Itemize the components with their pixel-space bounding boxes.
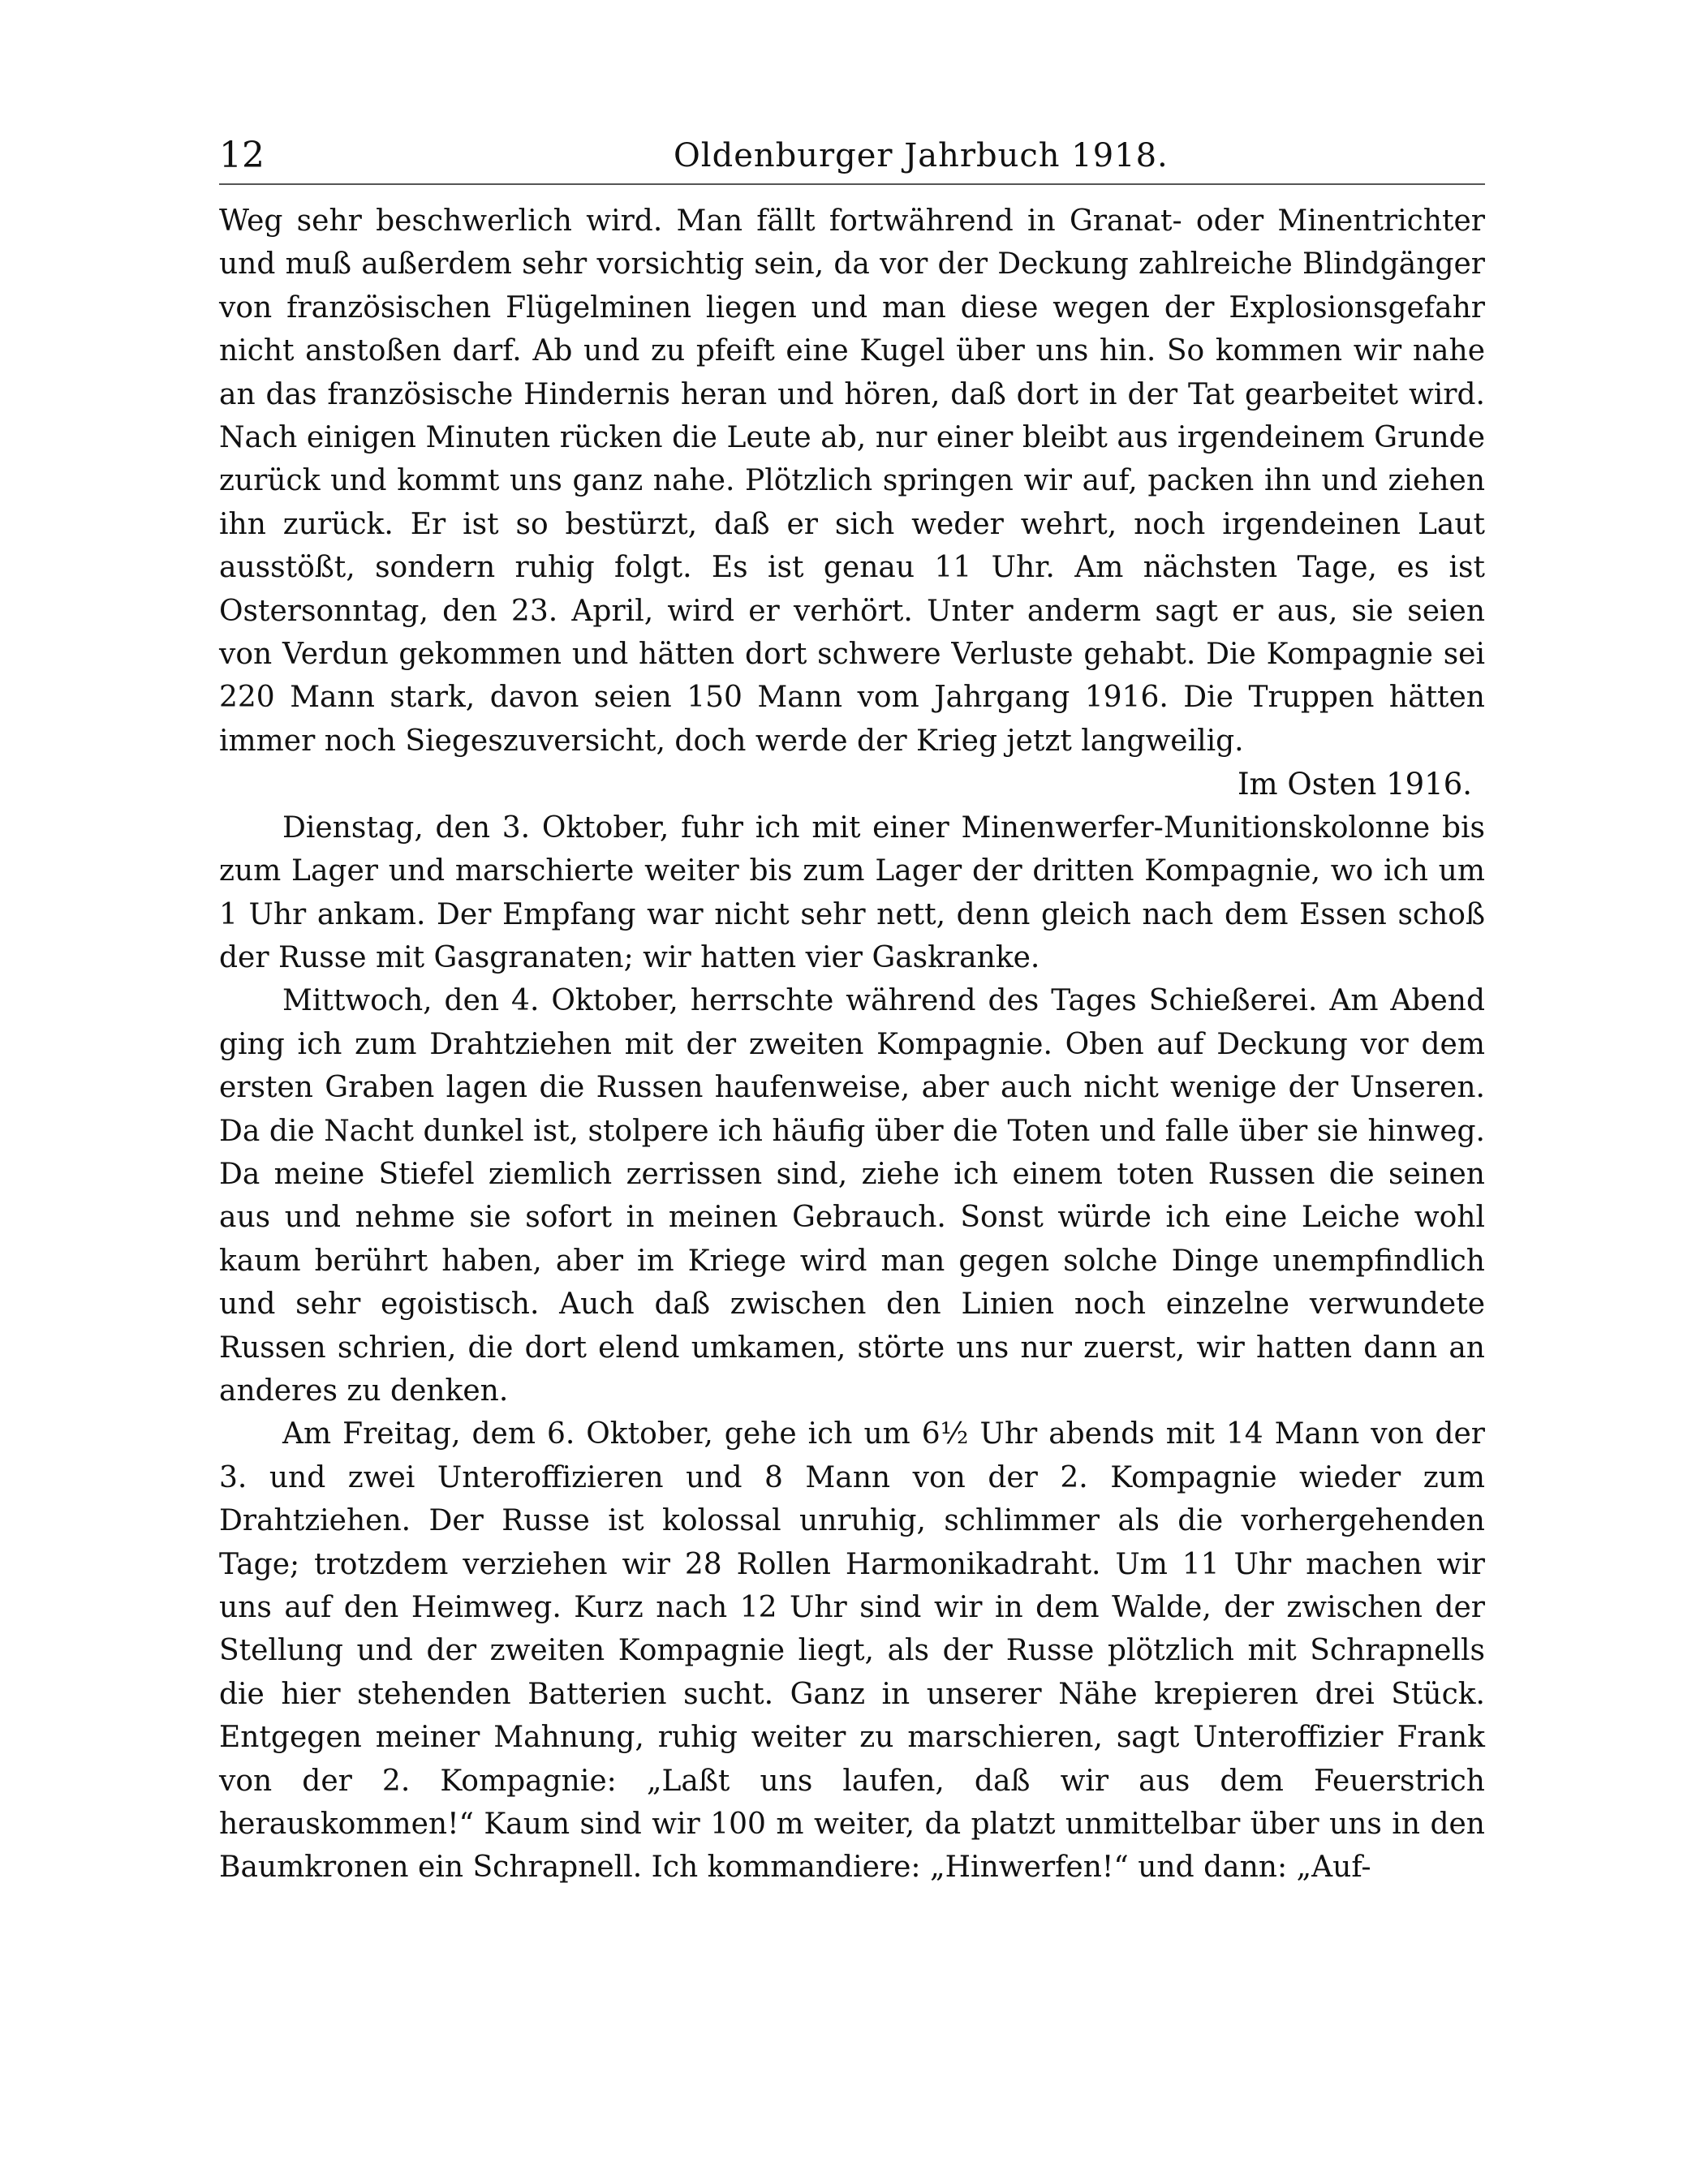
paragraph-tuesday: Dienstag, den 3. Oktober, fuhr ich mit einer Minenwerfer-Munitionskolonne bis zum Lager und marschierte weiter bis zum Lager der dritten Kompagnie, wo ich um 1 Uhr ankam. Der Empfang war nicht sehr nett, denn gleich nach dem Essen schoß der Russe mit Gasgranaten; wir hatten vier Gaskranke. xyxy=(219,810,1485,974)
section-heading: Im Osten 1916. xyxy=(1237,767,1472,802)
body-text xyxy=(219,200,1485,1890)
paragraph-wednesday: Mittwoch, den 4. Oktober, herrschte während des Tages Schießerei. Am Abend ging ich zum Drahtziehen mit der zweiten Kompagnie. Oben auf Deckung vor dem ersten Graben lagen die Russen haufenweise, aber auch nicht wenige der Unseren. Da die Nacht dunkel ist, stolpere ich häufig über die Toten und falle über sie hinweg. Da meine Stiefel ziemlich zerrissen sind, ziehe ich einem toten Russen die seinen aus und nehme sie sofort in meinen Gebrauch. Sonst würde ich eine Leiche wohl kaum berührt haben, aber im Kriege wird man gegen solche Dinge unempfindlich und sehr egoistisch. Auch daß zwischen den Linien noch einzelne verwundete Russen schrien, die dort elend umkamen, störte uns nur zuerst, wir hatten dann an anderes zu denken. xyxy=(219,984,1485,1408)
page-number: 12 xyxy=(219,135,265,176)
running-head xyxy=(219,131,1485,180)
journal-title: Oldenburger Jahrbuch 1918. xyxy=(674,137,1169,174)
header-rule xyxy=(219,183,1485,185)
paragraph-friday: Am Freitag, dem 6. Oktober, gehe ich um 6½ Uhr abends mit 14 Mann von der 3. und zwei Unteroffizieren und 8 Mann von der 2. Kompagnie wieder zum Drahtziehen. Der Russe ist kolossal unruhig, schlimmer als die vorhergehenden Tage; trotzdem verziehen wir 28 Rollen Harmonikadraht. Um 11 Uhr machen wir uns auf den Heimweg. Kurz nach 12 Uhr sind wir in dem Walde, der zwischen der Stellung und der zweiten Kompagnie liegt, als der Russe plötzlich mit Schrapnells die hier stehenden Batterien sucht. Ganz in unserer Nähe krepieren drei Stück. Entgegen meiner Mahnung, ruhig weiter zu marschieren, sagt Unteroffizier Frank von der 2. Kompagnie: „Laßt uns laufen, daß wir aus dem Feuerstrich herauskommen!“ Kaum sind wir 100 m weiter, da platzt unmittelbar über uns in den Baumkronen ein Schrapnell. Ich kommandiere: „Hinwerfen!“ und dann: „Auf- xyxy=(219,1417,1485,1885)
paragraph-continued: Weg sehr beschwerlich wird. Man fällt fortwährend in Granat- oder Minentrichter und muß außerdem sehr vorsichtig sein, da vor der Deckung zahlreiche Blindgänger von französischen Flügelminen liegen und man diese wegen der Explosionsgefahr nicht anstoßen darf. Ab und zu pfeift eine Kugel über uns hin. So kommen wir nahe an das französische Hindernis heran und hören, daß dort in der Tat gearbeitet wird. Nach einigen Minuten rücken die Leute ab, nur einer bleibt aus irgendeinem Grunde zurück und kommt uns ganz nahe. Plötzlich springen wir auf, packen ihn und ziehen ihn zurück. Er ist so bestürzt, daß er sich weder wehrt, noch irgendeinen Laut ausstößt, sondern ruhig folgt. Es ist genau 11 Uhr. Am nächsten Tage, es ist Ostersonntag, den 23. April, wird er verhört. Unter anderm sagt er aus, sie seien von Verdun gekommen und hätten dort schwere Verluste gehabt. Die Kompagnie sei 220 Mann stark, davon seien 150 Mann vom Jahrgang 1916. Die Truppen hätten immer noch Siegeszuversicht, doch werde der Krieg jetzt langweilig. xyxy=(219,204,1485,758)
